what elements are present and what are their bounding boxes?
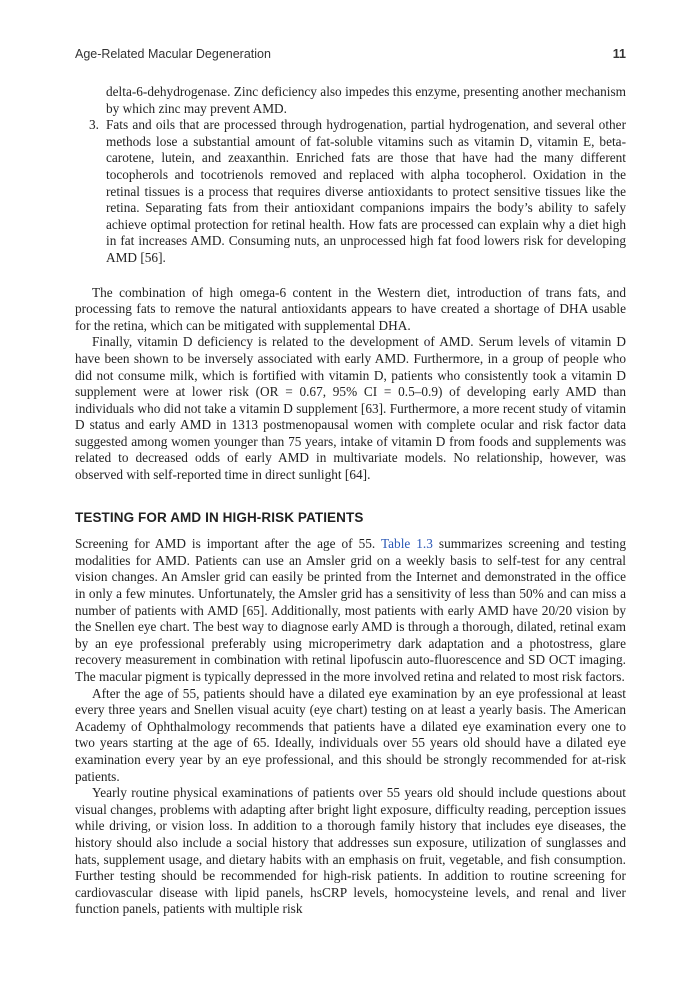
section-heading: TESTING FOR AMD IN HIGH-RISK PATIENTS — [75, 509, 364, 525]
paragraph-testing-rest: summarizes screening and testing modalities for AMD. Patients can use an Amsler grid on a weekly basis to self-test for any central vision changes. An Amsler grid can easily be printed from the Internet and demonstrated in the office in only a few minutes. Unfortunately, the Amsler grid has a sensitivity of less than 50% and can miss a number of patients with AMD [65]. Additionally, most patients with early AMD have 20/20 vision by the Snellen eye chart. The best way to diagnose early AMD is through a thorough, dilated, retinal exam by an eye professional preferably using microperimetry dark adaptation and a photostress, glare recovery measurement in combination with retinal lipofuscin auto-fluorescence and SD OCT imaging. The macular pigment is typically depressed in the more involved retina and related to most risk factors. — [75, 536, 626, 684]
paragraph-vitamin-d: Finally, vitamin D deficiency is related to the development of AMD. Serum levels of vitamin D have been shown to be inversely associated with early AMD. Furthermore, in a group of people who did not consume milk, which is fortified with vitamin D, patients who consistently took a vitamin D supplement were at lower risk (OR = 0.67, 95% CI = 0.5–0.9) of developing early AMD than individuals who did not take a vitamin D supplement [63]. Furthermore, a more recent study of vitamin D status and early AMD in 1313 postmenopausal women with complete ocular and risk factor data suggested among women younger than 75 years, intake of vitamin D from foods and supplements was related to decreased odds of early AMD in multivariate models. No relationship, however, was observed with self-reported time in direct sunlight [64]. — [75, 334, 626, 483]
paragraph-yearly-exam: Yearly routine physical examinations of patients over 55 years old should include questions about visual changes, problems with adapting after bright light exposure, difficulty reading, perception issues while driving, or vision loss. In addition to a thorough family history that includes eye diseases, the history should also include a social history that addresses sun exposure, utilization of sunglasses and hats, supplement usage, and dietary habits with an emphasis on fruit, vegetable, and fish consumption. Further testing should be recommended for high-risk patients. In addition to routine screening for cardiovascular disease with lipid panels, hsCRP levels, homocysteine levels, and renal and liver function panels, patients with multiple risk — [75, 785, 626, 917]
list-item-text: Fats and oils that are processed through hydrogenation, partial hydrogenation, and several other methods lose a substantial amount of fat-soluble vitamins such as vitamin D, vitamin E, beta-carotene, lutein, and zeaxanthin. Enriched fats are those that have had the many different tocopherols and tocotrienols removed and replaced with alpha tocopherol. Oxidation in the retinal tissues is a process that requires diverse antioxidants to protect sensitive tissues like the retina. Separating fats from their antioxidant companions impairs the body’s ability to safely achieve optimal protection for retinal health. How fats are processed can explain why a diet high in fat increases AMD. Consuming nuts, an unprocessed high fat food lowers risk for developing AMD [56]. — [106, 117, 626, 265]
list-item-continuation: delta-6-dehydrogenase. Zinc deficiency also impedes this enzyme, presenting another mechanism by which zinc may prevent AMD. — [106, 84, 626, 116]
list-item-number: 3. — [89, 117, 99, 133]
body-text — [75, 84, 626, 918]
paragraph-omega6: The combination of high omega-6 content in the Western diet, introduction of trans fats, and processing fats to remove the natural antioxidants appears to have created a shortage of DHA usable for the retina, which can be mitigated with supplemental DHA. — [75, 284, 626, 333]
paragraph-testing — [75, 536, 626, 685]
list-item-3 — [75, 117, 626, 266]
paragraph-testing-lead: Screening for AMD is important after the age of 55. — [75, 536, 381, 552]
running-title: Age-Related Macular Degeneration — [75, 47, 271, 61]
running-header — [75, 47, 626, 65]
numbered-list — [75, 117, 626, 266]
page-number: 11 — [612, 47, 626, 61]
paragraph-age-55: After the age of 55, patients should have a dilated eye examination by an eye professional at least every three years and Snellen visual acuity (eye chart) testing on at least a yearly basis. The American Academy of Ophthalmology recommends that patients have a dilated eye examination every one to two years starting at the age of 65. Ideally, individuals over 55 years old should have a dilated eye examination every year by an eye professional, and this should be strongly recommended for at-risk patients. — [75, 685, 626, 784]
table-reference-link[interactable]: Table 1.3 — [380, 536, 433, 552]
